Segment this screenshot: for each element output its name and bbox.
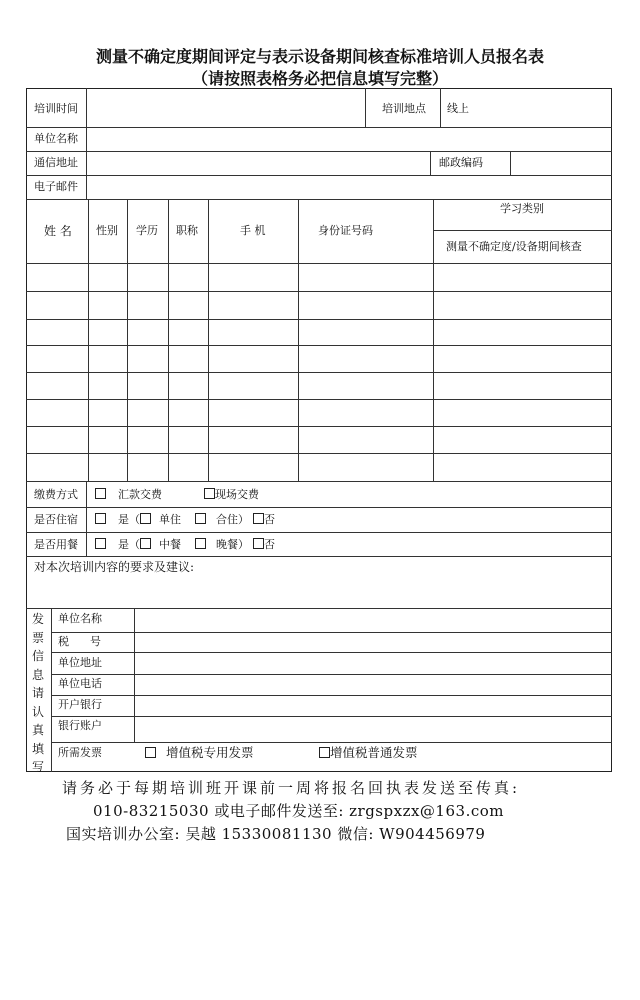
invoice-type-label: 所需发票 [58, 746, 102, 759]
email-label: 电子邮件 [34, 180, 78, 193]
invoice-unit-address: 单位地址 [58, 656, 102, 669]
column-gender: 性别 [96, 224, 118, 237]
column-study-category: 学习类别 [500, 202, 544, 215]
invoice-side-label: 发票信息请认真填写 [31, 612, 44, 774]
payment-option-onsite[interactable]: 现场交费 [204, 488, 259, 502]
invoice-general-vat-option[interactable]: 增值税普通发票 [319, 746, 418, 760]
meals-label: 是否用餐 [34, 538, 78, 551]
column-education: 学历 [136, 224, 158, 237]
registration-form-table [26, 88, 612, 772]
checkbox-icon[interactable] [319, 747, 330, 758]
checkbox-icon[interactable] [204, 488, 215, 499]
invoice-unit-name: 单位名称 [58, 612, 102, 625]
invoice-unit-phone: 单位电话 [58, 677, 102, 690]
invoice-bank-account: 银行账户 [58, 719, 102, 732]
form-subtitle: （请按照表格务必把信息填写完整） [191, 69, 448, 88]
column-title: 职称 [176, 224, 198, 237]
lodging-label: 是否住宿 [34, 513, 78, 526]
checkbox-icon[interactable] [95, 513, 106, 524]
checkbox-icon[interactable] [95, 538, 106, 549]
column-id-number: 身份证号码 [318, 224, 373, 237]
column-phone: 手 机 [240, 224, 266, 237]
column-study-option: 测量不确定度/设备期间核查 [446, 240, 582, 253]
checkbox-icon[interactable] [253, 538, 264, 549]
payment-label: 缴费方式 [34, 488, 78, 501]
invoice-special-vat-option[interactable]: 增值税专用发票 [145, 746, 254, 760]
footer-contact-office: 国实培训办公室: 吴越 15330081130 微信: W904456979 [66, 825, 486, 843]
training-place-value: 线上 [447, 102, 469, 115]
postcode-label: 邮政编码 [439, 156, 483, 169]
invoice-bank: 开户银行 [58, 698, 102, 711]
payment-option-transfer[interactable]: 汇款交费 [95, 488, 162, 502]
meals-options[interactable]: 是（ 中餐 晚餐） 否 [95, 538, 275, 552]
invoice-tax-no: 税 号 [58, 635, 101, 648]
training-place-label: 培训地点 [382, 102, 426, 115]
checkbox-icon[interactable] [195, 538, 206, 549]
checkbox-icon[interactable] [253, 513, 264, 524]
checkbox-icon[interactable] [95, 488, 106, 499]
training-time-label: 培训时间 [34, 102, 78, 115]
lodging-options[interactable]: 是（ 单住 合住） 否 [95, 513, 275, 527]
checkbox-icon[interactable] [140, 538, 151, 549]
address-label: 通信地址 [34, 156, 78, 169]
footer-instruction: 请务必于每期培训班开课前一周将报名回执表发送至传真: [62, 779, 521, 797]
checkbox-icon[interactable] [195, 513, 206, 524]
checkbox-icon[interactable] [140, 513, 151, 524]
footer-contact-fax-email: 010-83215030 或电子邮件发送至: zrgspxzx@163.com [93, 802, 504, 820]
form-title: 测量不确定度期间评定与表示设备期间核查标准培训人员报名表 [95, 47, 544, 66]
checkbox-icon[interactable] [145, 747, 156, 758]
suggestions-label: 对本次培训内容的要求及建议: [34, 560, 195, 574]
column-name: 姓 名 [44, 224, 72, 238]
unit-name-label: 单位名称 [34, 132, 78, 145]
